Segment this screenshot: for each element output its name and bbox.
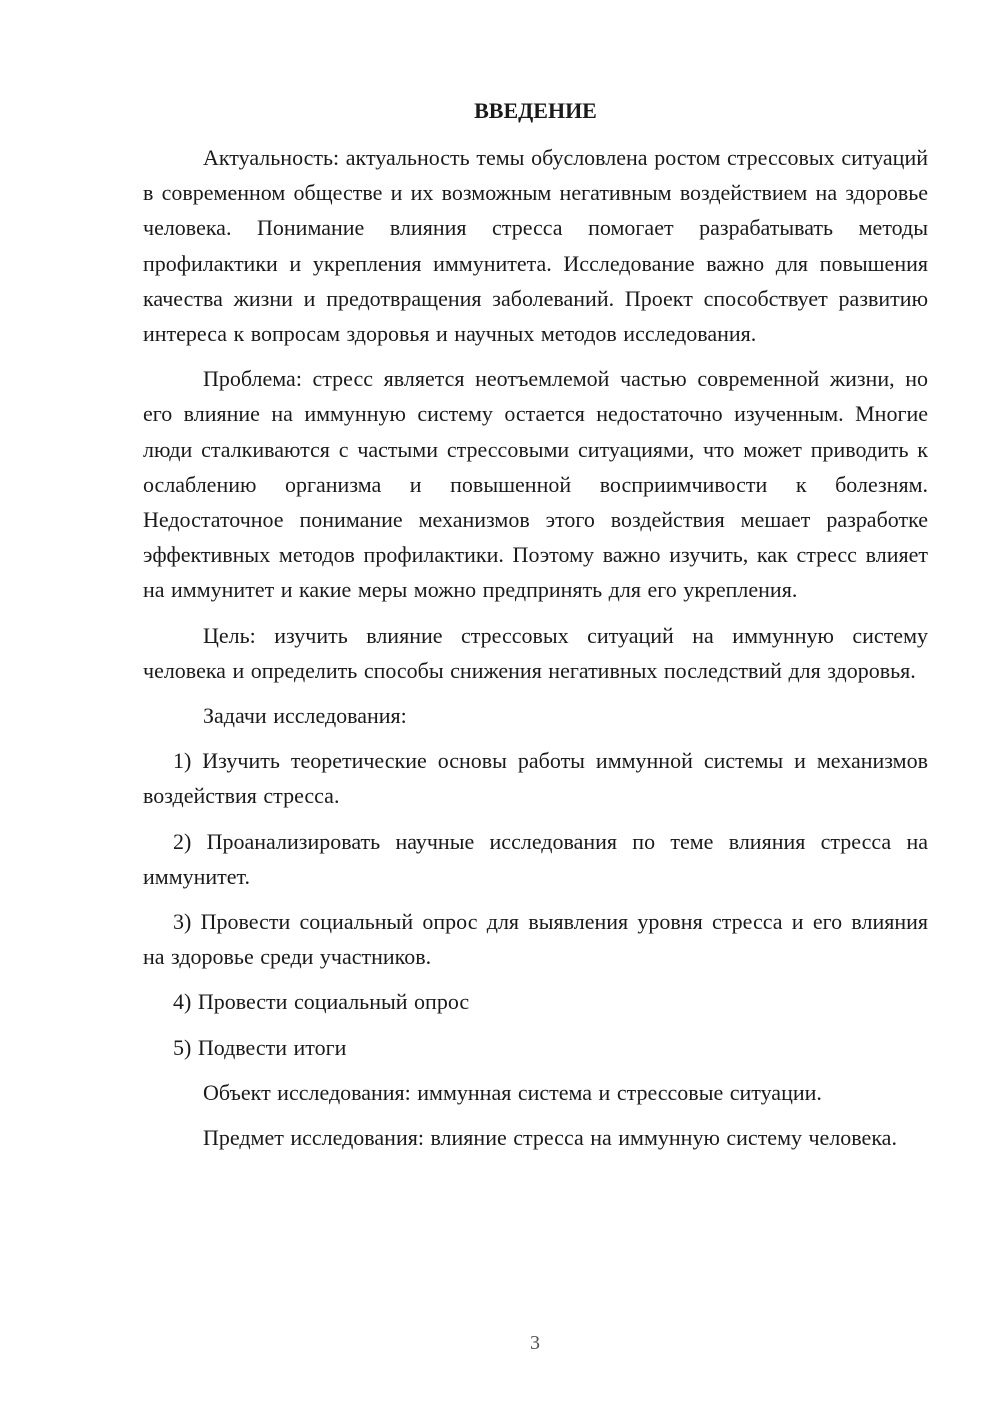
tasks-heading: Задачи исследования: bbox=[203, 703, 407, 729]
page-content bbox=[143, 93, 928, 1165]
task-item-2: 2) Проанализировать научные исследования по теме влияния стресса на иммунитет. bbox=[143, 828, 928, 889]
page-number: 3 bbox=[530, 1332, 540, 1354]
task-item-1: 1) Изучить теоретические основы работы иммунной системы и механизмов воздействия стресса. bbox=[143, 748, 928, 809]
subject-paragraph: Предмет исследования: влияние стресса на иммунную систему человека. bbox=[203, 1125, 897, 1151]
task-item-4: 4) Провести социальный опрос bbox=[173, 989, 470, 1015]
section-title: ВВЕДЕНИЕ bbox=[474, 98, 597, 123]
task-item-5: 5) Подвести итоги bbox=[173, 1034, 347, 1060]
goal-paragraph: Цель: изучить влияние стрессовых ситуаций на иммунную систему человека и определить способы снижения негативных последствий для здоровья. bbox=[143, 622, 928, 683]
relevance-paragraph: Актуальность: актуальность темы обусловлена ростом стрессовых ситуаций в современном обществе и их возможным негативным воздействием на здоровье человека. Понимание влияния стресса помогает разрабатывать методы профилактики и укрепления иммунитета. Исследование важно для повышения качества жизни и предотвращения заболеваний. Проект способствует развитию интереса к вопросам здоровья и научных методов исследования. bbox=[143, 145, 928, 347]
task-item-3: 3) Провести социальный опрос для выявления уровня стресса и его влияния на здоровье среди участников. bbox=[143, 909, 928, 970]
object-paragraph: Объект исследования: иммунная система и стрессовые ситуации. bbox=[203, 1079, 822, 1105]
problem-paragraph: Проблема: стресс является неотъемлемой частью современной жизни, но его влияние на иммунную систему остается недостаточно изученным. Многие люди сталкиваются с частыми стрессовыми ситуациями, что может приводить к ослаблению организма и повышенной восприимчивости к болезням. Недостаточное понимание механизмов этого воздействия мешает разработке эффективных методов профилактики. Поэтому важно изучить, как стресс влияет на иммунитет и какие меры можно предпринять для его укрепления. bbox=[143, 366, 928, 603]
